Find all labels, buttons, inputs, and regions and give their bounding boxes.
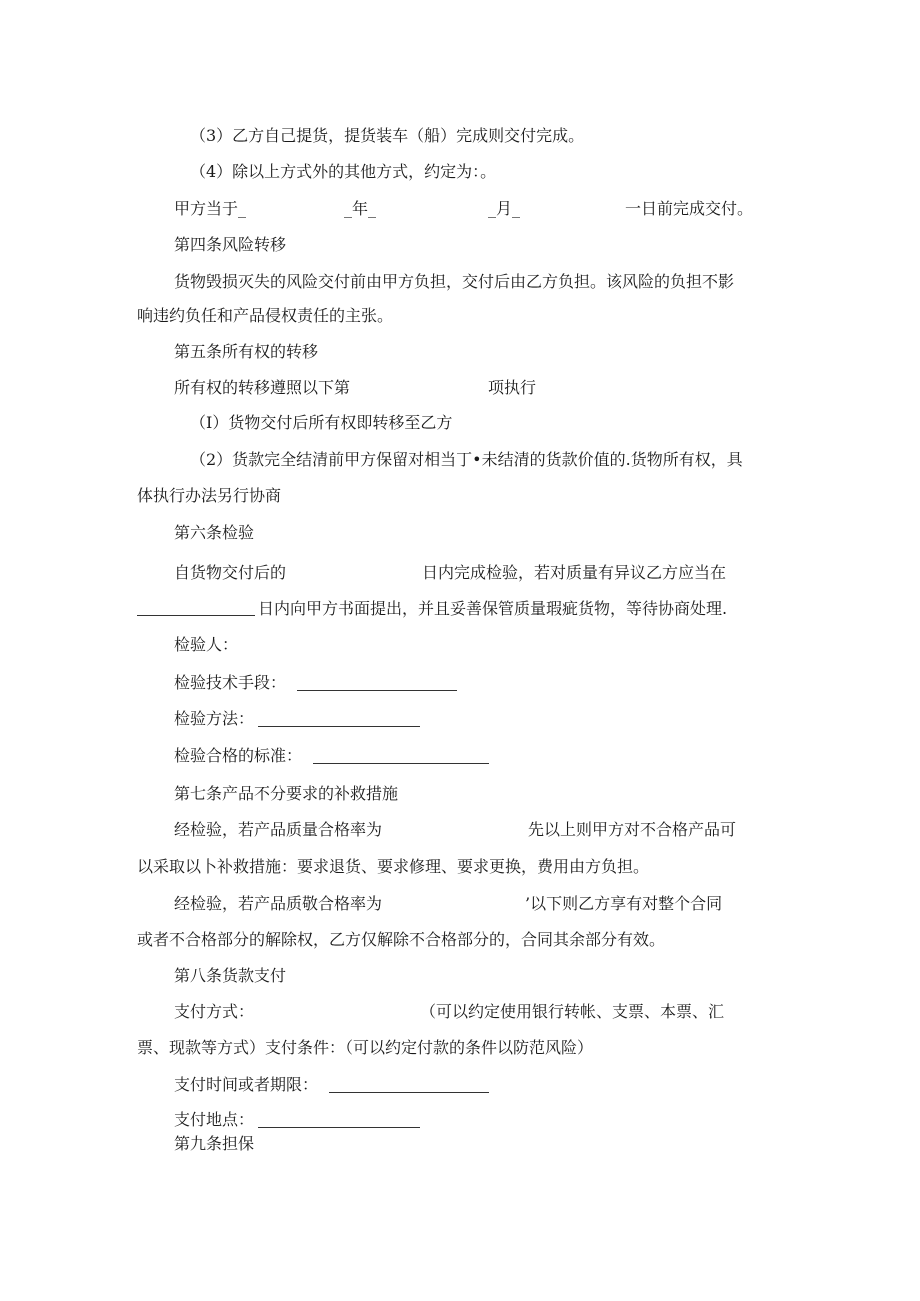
blank-field[interactable] <box>258 726 420 727</box>
blank-field[interactable] <box>137 615 255 616</box>
article-4-text-cont: 响违约负任和产品侵权责任的主张。 <box>137 306 394 325</box>
ownership-option-1: （I）货物交付后所有权即转移至乙方 <box>190 413 453 432</box>
delivery-option-4: （4）除以上方式外的其他方式，约定为：。 <box>190 162 497 181</box>
delivery-option-3: （3）乙方自己提货，提货装车（船）完成则交付完成。 <box>190 126 585 145</box>
article-5-heading: 第五条所有权的转移 <box>174 342 319 361</box>
blank-field[interactable] <box>297 690 457 691</box>
blank-field[interactable] <box>313 763 489 764</box>
remedy-clause-2-cont: 或者不合格部分的解除权，乙方仅解除不合格部分的，合同其余部分有效。 <box>137 930 666 949</box>
inspector-label: 检验人： <box>174 635 239 654</box>
article-8-heading: 第八条货款支付 <box>174 966 287 985</box>
article-4-text: 货物毁损灭失的风险交付前由甲方负担，交付后由乙方负担。该风险的负担不影 <box>174 272 735 291</box>
article-7-heading: 第七条产品不分要求的补救措施 <box>174 784 399 803</box>
ownership-option-2-cont: 体执行办法另行协商 <box>137 486 282 505</box>
ownership-option-2: （2）货款完全结清前甲方保留对相当丁•未结清的货款价值的.货物所有权，具 <box>190 450 743 469</box>
blank-field[interactable] <box>329 1092 489 1093</box>
article-4-heading: 第四条风险转移 <box>174 235 287 254</box>
article-6-heading: 第六条检验 <box>174 523 255 542</box>
blank-field[interactable] <box>258 1127 420 1128</box>
remedy-clause-1-cont: 以采取以卜补救措施：要求退货、要求修理、要求更换，费用由方负担。 <box>137 857 650 876</box>
payment-method-cont: 票、现款等方式）支付条件：（可以约定付款的条件以防范风险） <box>137 1038 594 1057</box>
article-9-heading: 第九条担保 <box>174 1134 255 1153</box>
